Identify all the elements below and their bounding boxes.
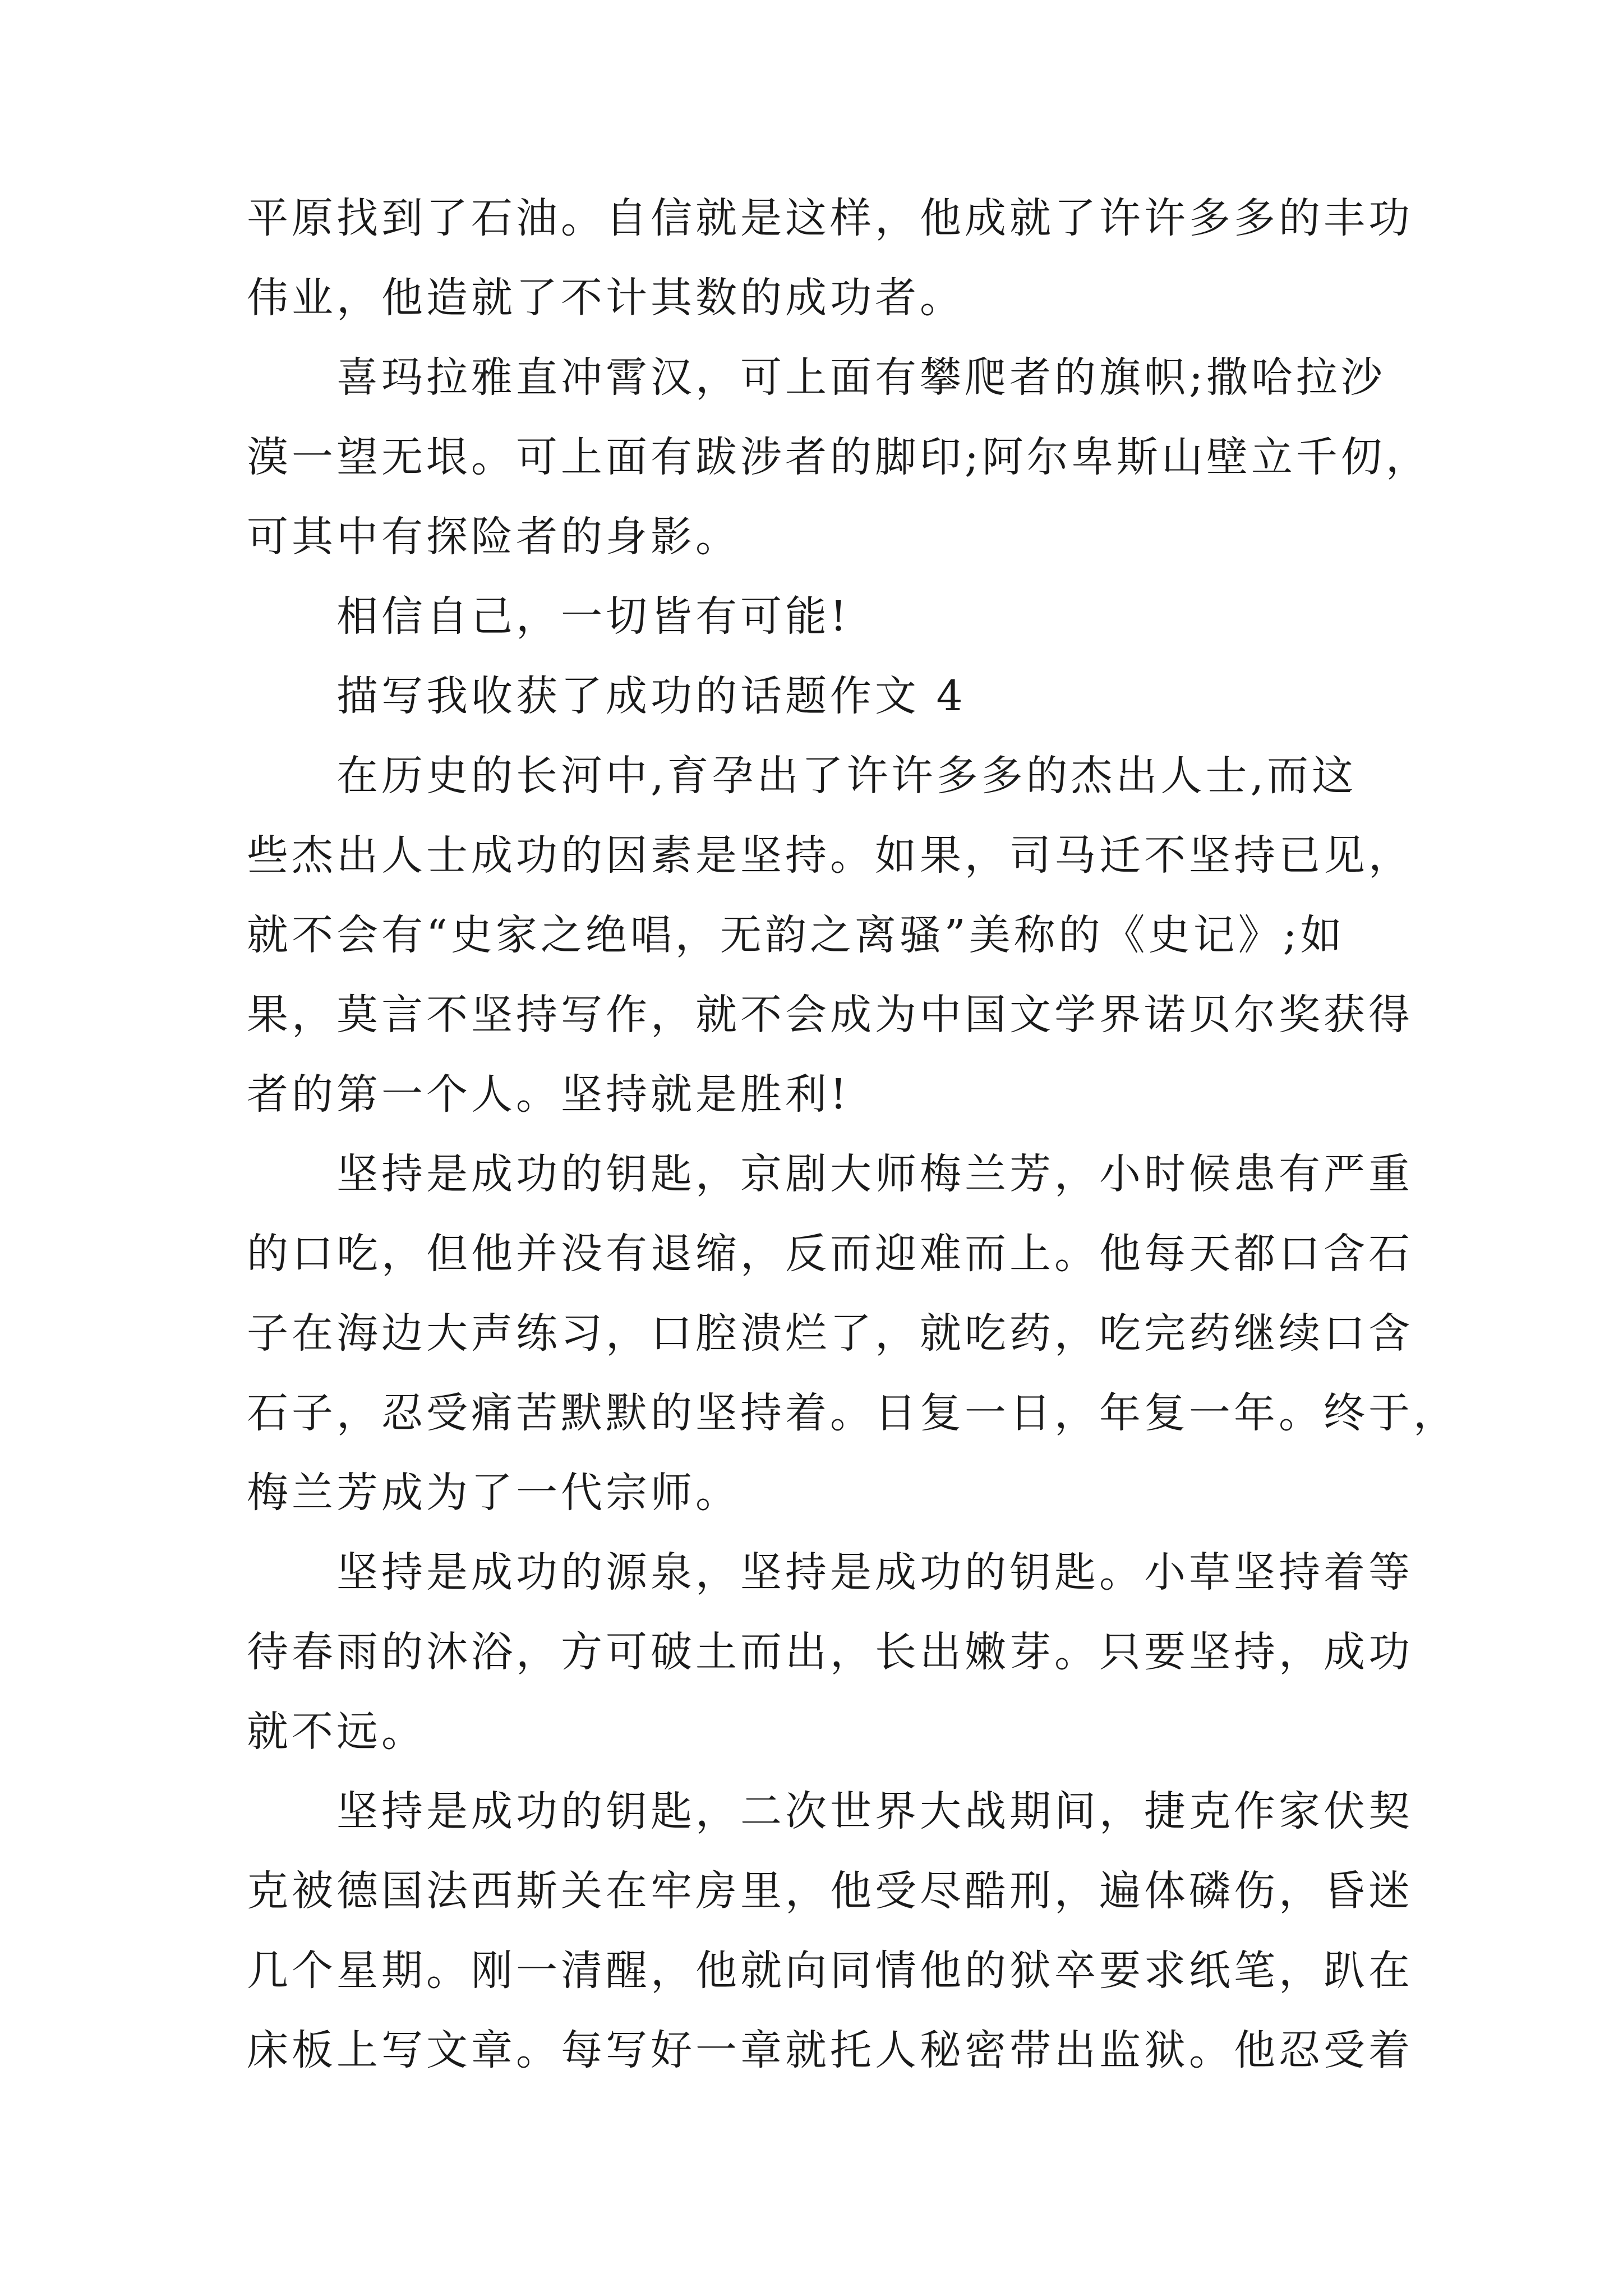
text-line: 待春雨的沐浴，方可破土而出，长出嫩芽。只要坚持，成功 — [247, 1628, 1413, 1676]
text-line: 坚持是成功的钥匙，京剧大师梅兰芳，小时候患有严重 — [336, 1150, 1413, 1198]
text-line: 就不远。 — [247, 1708, 426, 1756]
text-line: 果，莫言不坚持写作，就不会成为中国文学界诺贝尔奖获得 — [247, 991, 1413, 1039]
text-line: 相信自己，一切皆有可能! — [336, 592, 850, 641]
text-line: 坚持是成功的钥匙，二次世界大战期间，捷克作家伏契 — [336, 1787, 1413, 1835]
text-line: 者的第一个人。坚持就是胜利! — [247, 1070, 850, 1119]
text-line: 些杰出人士成功的因素是坚持。如果，司马迁不坚持已见， — [247, 831, 1413, 880]
text-line: 克被德国法西斯关在牢房里，他受尽酷刑，遍体磷伤，昏迷 — [247, 1867, 1413, 1915]
section-heading: 描写我收获了成功的话题作文 4 — [336, 672, 966, 720]
text-line: 的口吃，但他并没有退缩，反而迎难而上。他每天都口含石 — [247, 1230, 1413, 1278]
text-line: 床板上写文章。每写好一章就托人秘密带出监狱。他忍受着 — [247, 2026, 1413, 2074]
text-line: 平原找到了石油。自信就是这样，他成就了许许多多的丰功 — [247, 194, 1413, 242]
text-line: 几个星期。刚一清醒，他就向同情他的狱卒要求纸笔，趴在 — [247, 1947, 1413, 1995]
text-line: 漠一望无垠。可上面有跋涉者的脚印;阿尔卑斯山壁立千仞， — [247, 433, 1431, 481]
text-line: 坚持是成功的源泉，坚持是成功的钥匙。小草坚持着等 — [336, 1548, 1413, 1596]
text-line: 伟业，他造就了不计其数的成功者。 — [247, 274, 965, 322]
text-line: 在历史的长河中,育孕出了许许多多的杰出人士,而这 — [336, 752, 1357, 800]
document-body — [247, 178, 1458, 2090]
text-line: 就不会有“史家之绝唱，无韵之离骚”美称的《史记》;如 — [247, 911, 1345, 959]
text-line: 可其中有探险者的身影。 — [247, 513, 740, 561]
text-line: 石子，忍受痛苦默默的坚持着。日复一日，年复一年。终于， — [247, 1389, 1458, 1437]
text-line: 梅兰芳成为了一代宗师。 — [247, 1469, 740, 1517]
text-line: 喜玛拉雅直冲霄汉，可上面有攀爬者的旗帜;撒哈拉沙 — [336, 353, 1386, 402]
text-line: 子在海边大声练习，口腔溃烂了，就吃药，吃完药继续口含 — [247, 1309, 1413, 1358]
